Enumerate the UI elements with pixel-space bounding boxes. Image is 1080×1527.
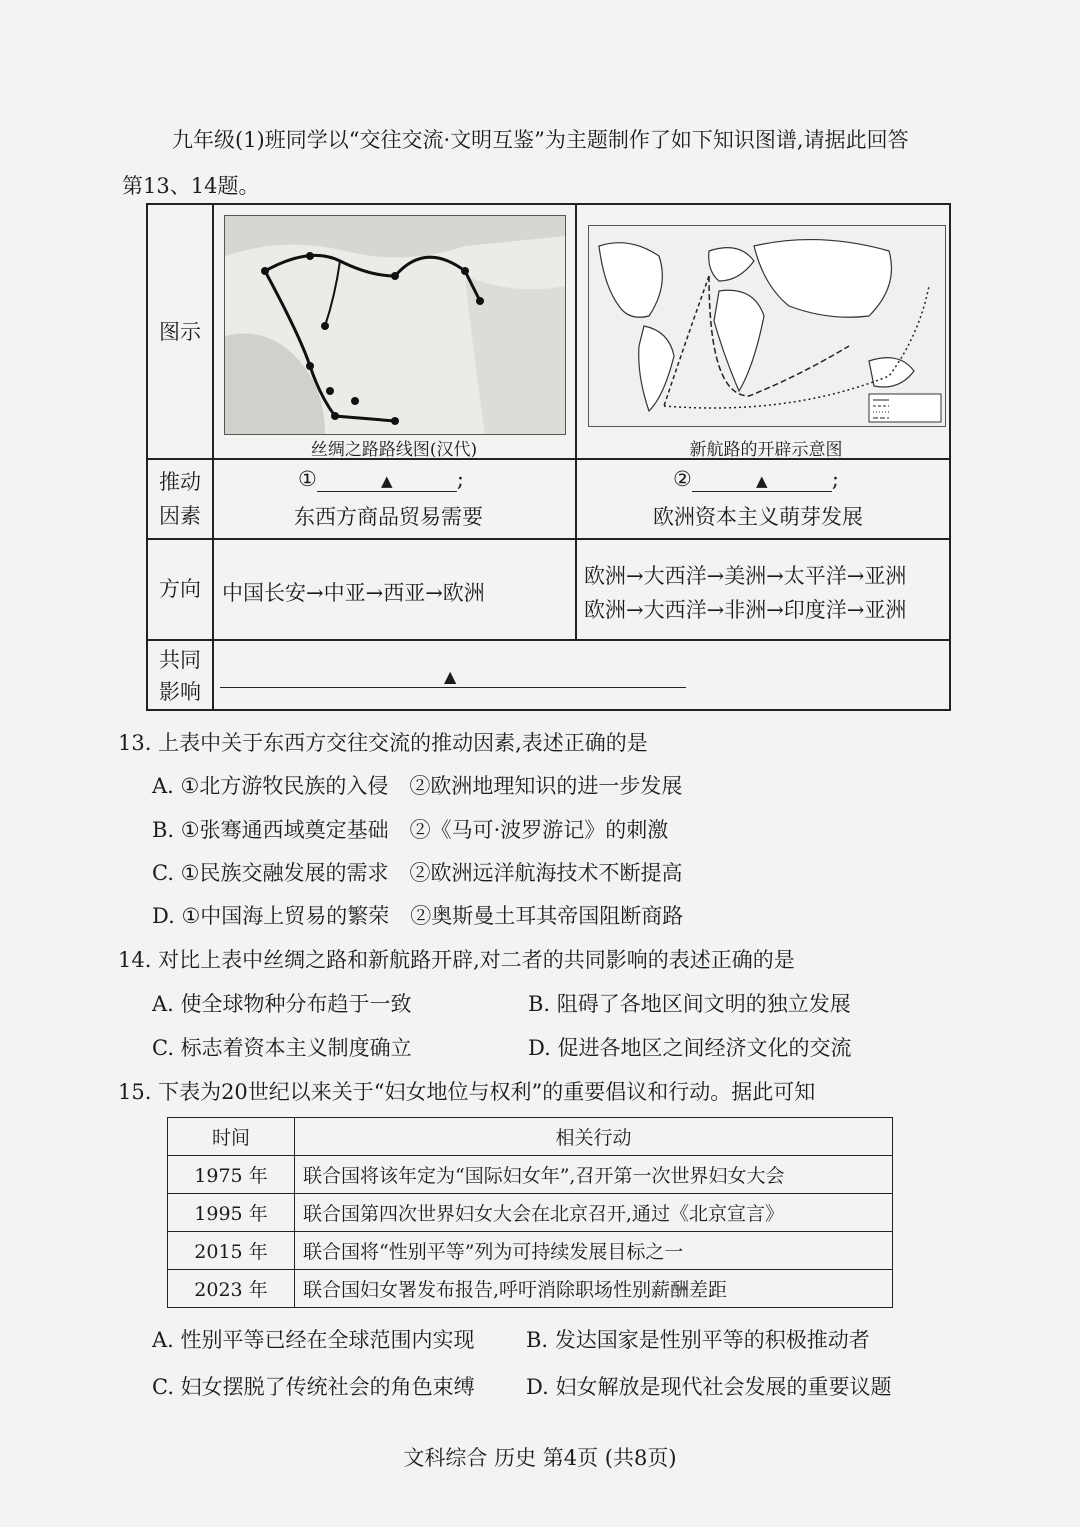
silk-road-blank (298, 467, 464, 492)
q15-option-c: C. 妇女摆脱了传统社会的角色束缚 (152, 1375, 475, 1399)
table-cell-year: 2015 年 (168, 1232, 295, 1270)
impact-blank-line (220, 687, 686, 688)
page-footer: 文科综合 历史 第4页 (共8页) (403, 1446, 677, 1470)
q15-option-d: D. 妇女解放是现代社会发展的重要议题 (526, 1375, 892, 1399)
q15-stem: 15. 下表为20世纪以来关于“妇女地位与权利”的重要倡议和行动。据此可知 (118, 1080, 816, 1104)
blank-1-line (317, 467, 457, 492)
row-label-direction: 方向 (159, 577, 201, 601)
q14-option-d: D. 促进各地区之间经济文化的交流 (528, 1036, 852, 1060)
new-route-direction-2: 欧洲→大西洋→非洲→印度洋→亚洲 (584, 598, 907, 622)
table-row (168, 1156, 893, 1194)
q13-option-d: D. ①中国海上贸易的繁荣 ②奥斯曼土耳其帝国阻断商路 (152, 904, 684, 928)
blank-2-end: ; (831, 467, 839, 491)
row-label-impact-2: 影响 (159, 680, 201, 704)
row-label-impact-1: 共同 (159, 648, 201, 672)
table-header-action: 相关行动 (295, 1118, 893, 1156)
q13-option-b: B. ①张骞通西域奠定基础 ②《马可·波罗游记》的刺激 (152, 818, 669, 842)
silk-road-caption: 丝绸之路路线图(汉代) (310, 440, 478, 460)
q15-option-b: B. 发达国家是性别平等的积极推动者 (526, 1328, 870, 1352)
new-route-blank (673, 467, 839, 492)
blank-2-mark: ▲ (756, 472, 768, 490)
table-row (168, 1232, 893, 1270)
table-cell-action: 联合国将“性别平等”列为可持续发展目标之一 (295, 1232, 893, 1270)
new-route-map (588, 225, 946, 427)
blank-number-2: ② (673, 467, 692, 491)
row-label-driver-1: 推动 (159, 470, 201, 494)
blank-1-end: ; (456, 467, 464, 491)
q14-option-b: B. 阻碍了各地区间文明的独立发展 (528, 992, 851, 1016)
new-route-caption: 新航路的开辟示意图 (689, 440, 843, 460)
q14-stem: 14. 对比上表中丝绸之路和新航路开辟,对二者的共同影响的表述正确的是 (118, 948, 795, 972)
q15-option-a: A. 性别平等已经在全球范围内实现 (152, 1328, 475, 1352)
new-route-driver-text: 欧洲资本主义萌芽发展 (653, 505, 863, 529)
table-cell-action: 联合国第四次世界妇女大会在北京召开,通过《北京宣言》 (295, 1194, 893, 1232)
table-row (168, 1270, 893, 1308)
blank-number-1: ① (298, 467, 317, 491)
table-row (168, 1194, 893, 1232)
q13-stem: 13. 上表中关于东西方交往交流的推动因素,表述正确的是 (118, 731, 648, 755)
table-cell-year: 1995 年 (168, 1194, 295, 1232)
q13-option-c: C. ①民族交融发展的需求 ②欧洲远洋航海技术不断提高 (152, 861, 683, 885)
table-header-row (168, 1118, 893, 1156)
intro-line-1: 九年级(1)班同学以“交往交流·文明互鉴”为主题制作了如下知识图谱,请据此回答 (172, 128, 909, 152)
q14-option-a: A. 使全球物种分布趋于一致 (152, 992, 412, 1016)
knowledge-table (146, 203, 951, 711)
new-route-direction-1: 欧洲→大西洋→美洲→太平洋→亚洲 (584, 564, 907, 588)
table-cell-action: 联合国妇女署发布报告,呼吁消除职场性别薪酬差距 (295, 1270, 893, 1308)
table-cell-year: 1975 年 (168, 1156, 295, 1194)
silk-road-map (224, 215, 566, 435)
row-label-figure: 图示 (159, 320, 201, 344)
blank-1-mark: ▲ (381, 472, 393, 490)
q14-option-c: C. 标志着资本主义制度确立 (152, 1036, 412, 1060)
women-rights-table (167, 1117, 893, 1308)
q13-option-a: A. ①北方游牧民族的入侵 ②欧洲地理知识的进一步发展 (152, 774, 683, 798)
silk-road-direction: 中国长安→中亚→西亚→欧洲 (222, 581, 485, 605)
row-label-driver-2: 因素 (159, 504, 201, 528)
impact-blank-mark: ▲ (444, 667, 457, 686)
table-header-time: 时间 (168, 1118, 295, 1156)
intro-line-2: 第13、14题。 (122, 174, 260, 198)
table-cell-year: 2023 年 (168, 1270, 295, 1308)
silk-road-driver-text: 东西方商品贸易需要 (294, 505, 483, 529)
table-cell-action: 联合国将该年定为“国际妇女年”,召开第一次世界妇女大会 (295, 1156, 893, 1194)
blank-2-line (692, 467, 832, 492)
